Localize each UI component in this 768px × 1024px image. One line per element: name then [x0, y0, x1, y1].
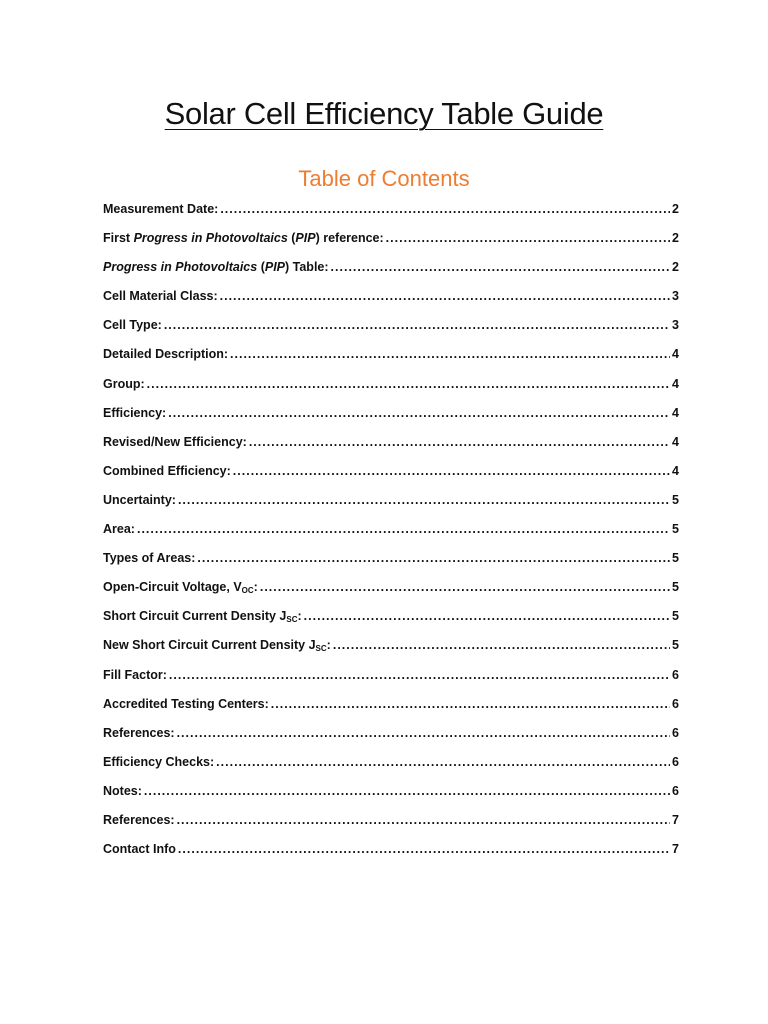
toc-dot-leader — [233, 457, 670, 486]
toc-entry[interactable] — [103, 253, 679, 282]
toc-page-number: 5 — [672, 522, 679, 537]
toc-dot-leader — [147, 370, 670, 399]
toc-entry[interactable] — [103, 661, 679, 690]
toc-entry-label-part: PIP — [264, 260, 286, 275]
toc-page-number: 2 — [672, 260, 679, 275]
toc-entry-label-part: SC — [286, 615, 298, 625]
toc-entry-label — [103, 282, 218, 311]
toc-dot-leader — [178, 486, 670, 515]
toc-page-number: 5 — [672, 580, 679, 595]
toc-entry-label-part: Notes: — [103, 783, 142, 798]
toc-entry-label-part: : — [253, 580, 258, 595]
toc-entry-label-part: Revised/New Efficiency: — [103, 434, 247, 449]
toc-page-number: 6 — [672, 783, 679, 798]
toc-entry-label — [103, 428, 247, 457]
toc-page-number: 6 — [672, 667, 679, 682]
toc-entry-label-part: Measurement Date: — [103, 202, 219, 216]
toc-page-number: 4 — [672, 405, 679, 420]
toc-page-number: 5 — [672, 551, 679, 566]
toc-page-number: 5 — [672, 609, 679, 624]
toc-entry-label — [103, 719, 175, 748]
toc-entry[interactable] — [103, 573, 679, 602]
toc-dot-leader — [169, 661, 670, 690]
toc-entry-label-part: : — [297, 609, 302, 624]
toc-page-number: 5 — [672, 492, 679, 507]
toc-dot-leader — [271, 690, 670, 719]
toc-entry-label — [103, 661, 167, 690]
toc-entry[interactable] — [103, 602, 679, 631]
toc-entry-label-part: Fill Factor: — [103, 667, 167, 682]
toc-page-number: 3 — [672, 318, 679, 333]
toc-dot-leader — [304, 602, 670, 631]
toc-entry[interactable] — [103, 631, 679, 660]
toc-page-number: 4 — [672, 463, 679, 478]
toc-page-number: 2 — [672, 202, 679, 216]
toc-dot-leader — [137, 515, 670, 544]
toc-entry-label-part: Open-Circuit Voltage, V — [103, 580, 242, 595]
toc-entry-label — [103, 631, 331, 660]
toc-entry[interactable] — [103, 340, 679, 369]
toc-entry-label-part: First — [103, 231, 134, 246]
toc-page-number: 7 — [672, 812, 679, 827]
toc-entry-label-part: ) Table: — [285, 260, 329, 275]
toc-entry-label — [103, 777, 142, 806]
toc-entry-label-part: Progress in Photovoltaics — [103, 260, 258, 275]
document-title — [0, 96, 768, 132]
toc-dot-leader — [177, 806, 670, 835]
toc-entry-label-part: Area: — [103, 522, 135, 537]
toc-dot-leader — [164, 311, 670, 340]
toc-entry[interactable] — [103, 777, 679, 806]
toc-entry-label — [103, 806, 175, 835]
toc-entry-label-part: SC — [315, 644, 327, 654]
toc-page-number: 5 — [672, 638, 679, 653]
toc-entry-label-part: Group: — [103, 376, 145, 391]
toc-entry-label — [103, 835, 176, 864]
toc-dot-leader — [260, 573, 670, 602]
toc-entry-label-part: New Short Circuit Current Density J — [103, 638, 316, 653]
toc-entry-label — [103, 573, 258, 602]
toc-entry-label — [103, 195, 218, 224]
toc-dot-leader — [331, 253, 671, 282]
toc-page-number: 2 — [672, 231, 679, 246]
toc-entry-label — [103, 544, 195, 573]
toc-entry[interactable] — [103, 748, 679, 777]
toc-entry[interactable] — [103, 399, 679, 428]
toc-entry-label — [103, 340, 228, 369]
toc-entry-label — [103, 602, 302, 631]
toc-entry[interactable] — [103, 311, 679, 340]
toc-page-number: 6 — [672, 754, 679, 769]
toc-entry-label — [103, 370, 145, 399]
toc-entry-label — [103, 457, 231, 486]
toc-dot-leader — [220, 282, 670, 311]
toc-entry[interactable] — [103, 544, 679, 573]
toc-entry-label-part: Detailed Description: — [103, 347, 229, 362]
toc-dot-leader — [178, 835, 670, 864]
toc-entry-label — [103, 399, 166, 428]
toc-entry-label — [103, 311, 162, 340]
toc-entry[interactable] — [103, 282, 679, 311]
toc-entry-label-part: Short Circuit Current Density J — [103, 609, 287, 624]
toc-dot-leader — [386, 224, 670, 253]
toc-entry-label-part: Efficiency Checks: — [103, 754, 215, 769]
toc-entry-label — [103, 690, 269, 719]
toc-entry-label-part: ( — [287, 231, 296, 246]
toc-entry-label-part: Combined Efficiency: — [103, 463, 231, 478]
toc-entry-label — [103, 224, 384, 253]
toc-dot-leader — [177, 719, 670, 748]
toc-entry-label — [103, 486, 176, 515]
toc-entry-label-part: Accredited Testing Centers: — [103, 696, 269, 711]
toc-page-number: 4 — [672, 376, 679, 391]
toc-entry[interactable] — [103, 835, 679, 864]
toc-page-number: 4 — [672, 347, 679, 362]
toc-entry-label-part: Progress in Photovoltaics — [133, 231, 288, 246]
toc-entry-label-part: OC — [241, 586, 254, 596]
toc-page-number: 6 — [672, 696, 679, 711]
toc-entry-label-part: PIP — [295, 231, 316, 246]
toc-entry-label-part: Types of Areas: — [103, 551, 196, 566]
toc-entry[interactable] — [103, 719, 679, 748]
toc-page-number: 7 — [672, 842, 679, 857]
toc-dot-leader — [144, 777, 670, 806]
toc-entry-label-part: Cell Material Class: — [103, 289, 218, 304]
document-title-text: Solar Cell Efficiency Table Guide — [164, 96, 604, 131]
toc-entry[interactable] — [103, 195, 679, 224]
toc-entry[interactable] — [103, 428, 679, 457]
toc-entry-label-part: Cell Type: — [103, 318, 162, 333]
toc-entry-label — [103, 748, 214, 777]
toc-entry-label — [103, 515, 135, 544]
toc-dot-leader — [333, 631, 670, 660]
toc-entry[interactable] — [103, 515, 679, 544]
toc-dot-leader — [220, 195, 670, 224]
toc-entry[interactable] — [103, 457, 679, 486]
toc-entry[interactable] — [103, 486, 679, 515]
toc-dot-leader — [197, 544, 670, 573]
toc-page-number: 3 — [672, 289, 679, 304]
toc-dot-leader — [249, 428, 670, 457]
toc-entry-label-part: Efficiency: — [103, 405, 167, 420]
toc-entry-label-part: ( — [257, 260, 265, 275]
toc-entry[interactable] — [103, 690, 679, 719]
toc-heading: Table of Contents — [298, 166, 470, 191]
toc-entry-label-part: Contact Info — [103, 842, 176, 857]
toc-entry-label-part: References: — [103, 812, 175, 827]
toc-entry-label-part: ) reference: — [315, 231, 384, 246]
toc-dot-leader — [230, 340, 670, 369]
toc-entry-label-part: References: — [103, 725, 175, 740]
toc-dot-leader — [216, 748, 670, 777]
toc-entry[interactable] — [103, 806, 679, 835]
table-of-contents — [103, 195, 679, 864]
toc-entry-label — [103, 253, 329, 282]
toc-entry-label-part: Uncertainty: — [103, 492, 176, 507]
toc-entry[interactable] — [103, 370, 679, 399]
toc-dot-leader — [168, 399, 670, 428]
toc-page-number: 6 — [672, 725, 679, 740]
toc-entry-label-part: : — [326, 638, 331, 653]
toc-entry[interactable] — [103, 224, 679, 253]
toc-page-number: 4 — [672, 434, 679, 449]
